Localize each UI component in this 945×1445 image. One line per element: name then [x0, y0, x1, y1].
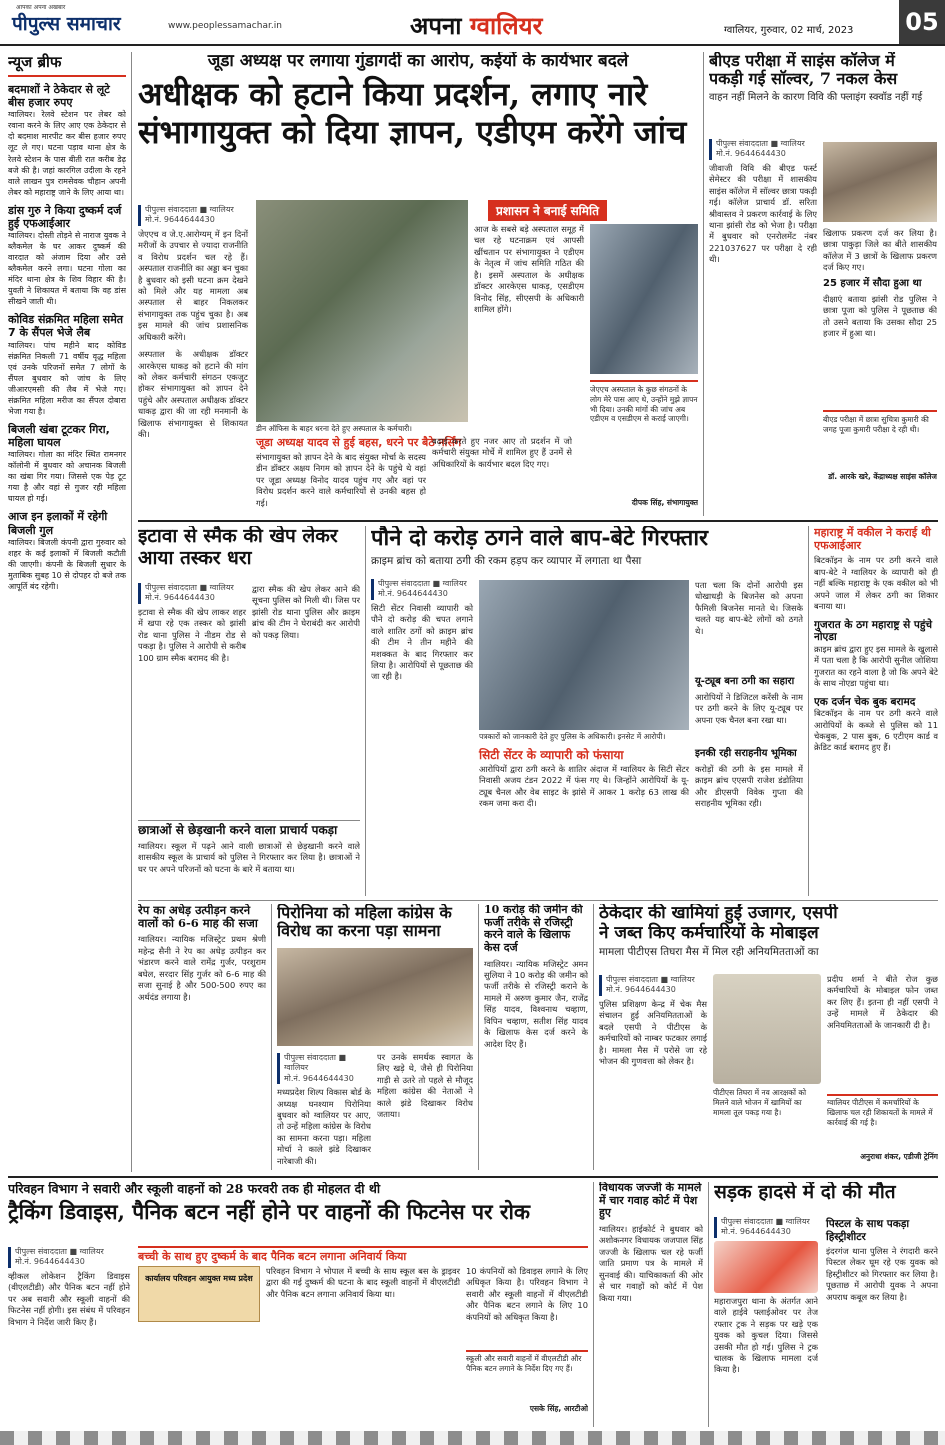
- accident-title: सड़क हादसे में दो की मौत: [714, 1182, 896, 1203]
- etawah-story: [138, 526, 360, 818]
- brief-title: आज इन इलाकों में रहेगी बिजली गुल: [8, 510, 108, 537]
- principal-text: ग्वालियर। स्कूल में पढ़ने आने वाली छात्राओं से छेड़खानी करने वाले शासकीय स्कूल के प्राचार्य को पुलिस ने गिरफ्तार कर लिया है। छात्राओं ने घर पर अपने परिजनों को घटना के बारे में बताया था।: [138, 840, 360, 874]
- fraud-col-3: पता चला कि दोनों आरोपी इस धोखाधड़ी के बिजनेस को अपना फैमिली बिजनेस मानते थे। जिसके चलते यह बाप-बेटे लोगों को ठगते थे।: [695, 580, 803, 636]
- section-title-city: ग्वालियर: [469, 11, 543, 40]
- maharashtra-sub-title: गुजरात के ठग महाराष्ट्र से पहुंचे नोएडा: [814, 618, 933, 644]
- transport-byline: पीपुल्स संवाददाता ■ ग्वालियर मो.नं. 9644644430: [8, 1247, 130, 1268]
- brief-title: डांस गुरु ने किया दुष्कर्म दर्ज हुई एफआईआर: [8, 203, 122, 230]
- brief-title: कोविड संक्रमित महिला समेत 7 के सैंपल भेजे लैब: [8, 313, 124, 340]
- mla-story: [599, 1182, 703, 1427]
- website-url[interactable]: www.peoplessamachar.in: [168, 21, 282, 31]
- briefs-list: [8, 83, 126, 592]
- maharashtra-box: [814, 526, 938, 896]
- lead-headline-1: अधीक्षक को हटाने किया प्रदर्शन, लगाए नारे: [138, 74, 648, 113]
- fraud-sub3-title: इनकी रही सराहनीय भूमिका: [695, 748, 797, 759]
- accident-sub-title: पिस्टल के साथ पकड़ा हिस्ट्रीशीटर: [826, 1218, 910, 1243]
- accident-illustration: [714, 1241, 818, 1293]
- maharashtra-sub2-text: बिटकॉइन के नाम पर ठगी करने वाले आरोपियों के कब्जे से पुलिस को 11 चेकबुक, 2 पास बुक, 6 एटीएम कार्ड व क्रेडिट कार्ड बरामद हुए हैं।: [814, 708, 938, 753]
- etawah-col-1: इटावा से स्मैक की खेप लाकर शहर में खपा रहे एक तस्कर को झांसी रोड थाना पुलिस ने नीडम रोड से पकड़ा है। पुलिस ने आरोपी से करीब 100 ग्राम स्मैक बरामद की है।: [138, 606, 246, 663]
- contractor-col-2: प्रदीप शर्मा ने बीते रोज कुछ कर्मचारियों के मोबाइल फोन जब्त कर लिए हैं। इतना ही नहीं एसपी ने उन्हें मामले में ठेकेदार की अनियमितताओं के जानकारी दी है।: [827, 974, 938, 1030]
- fraud-sub2-title: यू-ट्यूब बना ठगी का सहारा: [695, 676, 795, 687]
- maharashtra-text: बिटकॉइन के नाम पर ठगी करने वाले बाप-बेटे ने ग्वालियर के व्यापारी को ही नहीं बल्कि महाराष्ट्र के एक वकील को भी अपने जाल में लेकर ठगी का शिकार बनाया था।: [814, 555, 938, 612]
- congress-story: [277, 904, 473, 1170]
- masthead: [0, 0, 945, 46]
- lead-quote-author: दीपक सिंह, संभागायुक्त: [631, 498, 698, 507]
- congress-text: मध्यप्रदेश शिल्प विकास बोर्ड के अध्यक्ष घनश्याम पिरोनिया बुधवार को ग्वालियर पर आए, तो उन्हें महिला कांग्रेस के विरोध का सामना करना पड़ा। महिला मोर्चा ने काले झंडे दिखाकर नारेबाजी की।: [277, 1087, 371, 1166]
- lead-photo-2: [590, 224, 698, 374]
- contractor-quote-author: अनुराधा शंकर, एडीजी ट्रेनिंग: [860, 1152, 938, 1161]
- contractor-quote: ग्वालियर पीटीएस में कमर्चारियों के खिलाफ चल रही शिकायतों के मामले में कार्रवाई की गई है।: [827, 1094, 938, 1127]
- congress-photo: [277, 948, 473, 1046]
- etawah-col-2: द्वारा स्मैक की खेप लेकर आने की सूचना पुलिस को मिली थी। जिस पर झांसी रोड थाना पुलिस और क्राइम ब्रांच की टीम ने घेराबंदी कर आरोपी को पकड़ लिया।: [252, 584, 360, 640]
- lead-photo-caption: डीन ऑफिस के बाहर धरना देते हुए अस्पताल के कर्मचारी।: [256, 424, 413, 433]
- principal-title: छात्राओं से छेड़खानी करने वाला प्राचार्य पकड़ा: [138, 823, 338, 837]
- fraud-photo: [479, 580, 689, 730]
- maharashtra-sub2-title: एक दर्जन चेक बुक बरामद: [814, 695, 916, 708]
- fraud-sub3-text: करोड़ों की ठगी के इस मामले में क्राइम ब्रांच एएसपी राजेश डंडोतिया और डीएसपी विवेक गुप्ता की सराहनीय भूमिका रही।: [695, 764, 803, 809]
- brief-text: ग्वालियर। पांच महीने बाद कोविड संक्रमित निकली 71 वर्षीय वृद्ध महिला एवं उनके परिजनों समेत 7 लोगों के सैंपल बुधवार को जांच के लिए जीआरएमसी की लैब में भेजे गए। संक्रमित महिला मरीज का सैंपल दोबारा भेजा गया है।: [8, 340, 126, 416]
- transport-sub-title: बच्ची के साथ हुए दुष्कर्म के बाद पैनिक बटन लगाना अनिवार्य किया: [138, 1246, 588, 1263]
- accident-sub-text: इंदरगंज थाना पुलिस ने रंगदारी करने पिस्टल लेकर घूम रहे एक युवक को हिस्ट्रीशीटर को गिरफ्तार कर लिया है। पूछताछ में आरोपी युवक ने अपना अपराध कबूल कर लिया है।: [826, 1246, 938, 1302]
- brief-title: बदमाशों ने ठेकेदार से लूटे बीस हजार रुपए: [8, 83, 110, 110]
- contractor-photo: [713, 974, 821, 1084]
- contractor-col-1: पुलिस प्रशिक्षण केन्द्र में चेक मैस संचालन हुई अनियमितताओं के बदले एसपी ने पीटीएस के कर्मचारियों को नाम्बर फटकार लगाई है। मामला मैस में परोसे जा रहे भोजन की गुणवत्ता को लेकर है।: [599, 998, 707, 1066]
- bed-sub-title: 25 हजार में सौदा हुआ था: [823, 278, 922, 289]
- bed-caption: खिलाफ प्रकरण दर्ज कर लिया है। छात्रा पाकुड़ा जिले का बीते शासकीय कॉलेज में 3 छात्रों के खिलाफ प्रकरण दर्ज किए गए।: [823, 228, 937, 273]
- fraud-photo-caption: पत्रकारों को जानकारी देते हुए पुलिस के अधिकारी। इनसेट में आरोपी।: [479, 732, 666, 741]
- lead-sub-text: संभागायुक्त को ज्ञापन देने के बाद संयुक्त मोर्चा के सदस्य डीन डॉक्टर अक्षय निगम को ज्ञापन देने के पहुंचे थे वहां पर जूडा अध्यक्ष विनोद यादव पहुंच गए और वहां पर विरोध प्रदर्शन करने वाले कर्मचारियों से उनकी बहस हो गई।: [256, 452, 426, 508]
- bed-text: जीवाजी विवि की बीएड फर्स्ट सेमेस्टर की परीक्षा में शासकीय साइंस कॉलेज में सॉल्वर छात्रा पकड़ी गई। कॉलेज प्राचार्य डॉ. सरिता श्रीवास्तव ने प्रकरण कार्रवाई के लिए थाना झांसी रोड को भेजा है। परीक्षा में बुधवार को एनरोलमेंट नंबर 221037627 पर परीक्षा दे रही थी।: [709, 162, 817, 265]
- mla-text: ग्वालियर। हाईकोर्ट ने बुधवार को अशोकनगर विधायक जजपाल सिंह जज्जी के खिलाफ चल रहे फर्जी जाति प्रमाण पत्र के मामले में सुनवाई की। याचिकाकर्ता की ओर से चार गवाहों को कोर्ट में पेश किया गया।: [599, 1223, 703, 1303]
- fraud-deck: क्राइम ब्रांच को बताया ठगी की रकम हड़प कर व्यापार में लगाता था पैसा: [371, 555, 642, 568]
- contractor-title-2: ने जब्त किए कर्मचारियों के मोबाइल: [599, 922, 819, 943]
- transport-office-sign-text: कार्यालय परिवहन आयुक्त मध्य प्रदेश: [145, 1274, 253, 1283]
- land-story: [484, 904, 588, 1170]
- brief-text: ग्वालियर। रेलवे स्टेशन पर लेबर को रवाना करने के लिए आए एक ठेकेदार से दो बदमाश मारपीट कर बीस हजार रुपए लूट ले गए। घटना पड़ाव थाना क्षेत्र के रेलवे स्टेशन के पास बीती रात करीब डेढ़ बजे की है। जहां कारगिल उदीला के रहने वाले लाखन पुत्र रामसेवक चौहान अपनी लेबर को महाराष्ट्र जाने के लिए आया था।: [8, 110, 126, 197]
- dateline: ग्वालियर, गुरुवार, 02 मार्च, 2023: [724, 25, 854, 36]
- etawah-byline: पीपुल्स संवाददाता ■ ग्वालियर मो.नं. 9644644430: [138, 583, 246, 604]
- contractor-byline: पीपुल्स संवाददाता ■ ग्वालियर मो.नं. 9644644430: [599, 975, 707, 996]
- logo-tagline: आपका अपना अखबार: [16, 4, 66, 11]
- brief-text: ग्वालियर। बिजली कंपनी द्वारा गुरुवार को शहर के कई इलाकों में बिजली कटौती की जाएगी। कंपनी के बिजली सुधार के मुताबिक सुबह 10 से दोपहर दो बजे तक आपूर्ति बंद रहेगी।: [8, 537, 126, 591]
- bed-story: [709, 52, 937, 516]
- news-briefs-column: [8, 52, 126, 1172]
- court-text: ग्वालियर। न्यायिक मजिस्ट्रेट प्रथम श्रेणी महेन्द्र सैनी ने रेप का अधेड़ उत्पीड़न कर भंडारण करने वाले रामेंद्र गुर्जर, परशुराम बघेल, सरदार सिंह गुर्जर को 6-6 माह की सजा सुनाई है और 500-500 रुपए का अर्थदंड लगाया है।: [138, 934, 266, 1002]
- lead-byline: पीपुल्स संवाददाता ■ ग्वालियर मो.नं. 9644644430: [138, 205, 248, 226]
- fraud-col-1: सिटी सेंटर निवासी व्यापारी को पौने दो करोड़ की चपत लगाने वाले शातिर ठगों को क्राइम ब्रांच की टीम ने तीन महीने की मशक्कत के बाद गिरफ्तार कर लिया है। आरोपियों से पूछताछ की जा रही है।: [371, 602, 473, 682]
- accident-byline: पीपुल्स संवाददाता ■ ग्वालियर मो.नं. 9644644430: [714, 1217, 818, 1238]
- bed-quote: बीएड परीक्षा में छात्रा सुचित्रा कुमारी की जगह पूजा कुमारी परीक्षा दे रही थी।: [823, 410, 937, 435]
- lead-col-1: जेएएच व जे.ए.आरोग्यम् में इन दिनों मरीजों के उपचार से ज्यादा राजनीति व विरोध प्रदर्शन चल रहे हैं। अस्पताल राजनीति का अड्डा बन चुका है बुधवार को इसी घटना क्रम देखने को मिले और यह मामला अब अस्पताल से बाहर निकलकर संभागायुक्त तक पहुंच चुका है। अब इस मामले की जांच प्रशासनिक अधिकारी करेंगे।: [138, 228, 248, 342]
- lead-story: [138, 52, 698, 516]
- section-title-prefix: अपना: [410, 11, 462, 40]
- transport-quote-author: एसके सिंह, आरटीओ: [529, 1404, 588, 1413]
- bed-byline: पीपुल्स संवाददाता ■ ग्वालियर मो.नं. 9644644430: [709, 139, 817, 160]
- land-text: ग्वालियर। न्यायिक मजिस्ट्रेट अमन सुलिया ने 10 करोड़ की जमीन को फर्जी तरीके से रजिस्ट्री कराने के मामले में अरुण कुमार जैन, राजेंद्र सिंह यादव, विश्वनाथ चव्हाण, विपिन चव्हाण, सतीश सिंह यादव के खिलाफ केस दर्ज करने के आदेश दिए हैं।: [484, 958, 588, 1049]
- print-color-bar: [0, 1431, 945, 1445]
- bed-quote-author: डॉ. आरके खरे, केंद्राध्यक्ष साइंस कॉलेज: [828, 472, 937, 481]
- fraud-sub-text: आरोपियों द्वारा ठगी करने के शातिर अंदाज में ग्वालियर के सिटी सेंटर निवासी अजय टंडन 2022 में फंस गए थे। जिन्होंने आरोपियों के यू-ट्यूब चैनल और वेब साइट के झांसे में आकर 1 करोड़ 63 लाख की रकम जमा करा दी।: [479, 764, 689, 809]
- mla-title: विधायक जज्जी के मामले में चार गवाह कोर्ट में पेश हुए: [599, 1182, 702, 1220]
- etawah-title: इटावा से स्मैक की खेप लेकर आया तस्कर धरा: [138, 526, 338, 569]
- transport-office-sign: [138, 1266, 260, 1322]
- briefs-label: न्यूज ब्रीफ: [8, 52, 126, 77]
- transport-sub-text: परिवहन विभाग ने भोपाल में बच्ची के साथ स्कूल बस के ड्राइवर द्वारा की गई दुष्कर्म की घटना के बाद स्कूली वाहनों में वीएलटीडी और पैनिक बटन लगाना अनिवार्य किया था।: [266, 1266, 460, 1299]
- contractor-photo-caption: पीटीएस तिघरा में नव आरक्षकों को मिलने वाले भोजन में खामियों का मामला तूल पकड़ गया है।: [713, 1088, 807, 1117]
- bed-title-2: पकड़ी गई सॉल्वर, 7 नकल केस: [709, 69, 898, 89]
- lead-tag: प्रशासन ने बनाई समिति: [488, 200, 607, 221]
- maharashtra-title: महाराष्ट्र में वकील ने कराई थी एफआईआर: [814, 526, 931, 553]
- congress-byline: पीपुल्स संवाददाता ■ ग्वालियर मो.नं. 9644644430: [277, 1053, 371, 1084]
- brief-text: ग्वालियर। गोला का मंदिर स्थित रामनगर कॉलोनी में बुधवार को अचानक बिजली का खंबा गिर गया। जिससे एक पेड़ टूट गया है और वहां से गुजर रही महिला घायल हो गई।: [8, 450, 126, 504]
- lead-headline-2: संभागायुक्त को दिया ज्ञापन, एडीएम करेंगे जांच: [138, 113, 687, 152]
- transport-story: [8, 1182, 588, 1427]
- court-title: रेप का अधेड़ उत्पीड़न करने वालों को 6-6 माह की सजा: [138, 904, 258, 931]
- lead-col-3: आज के सबसे बड़े अस्पताल समूह में चल रहे घटनाक्रम एवं आपसी खींचतान पर संभागायुक्त ने एडीएम के नेतृत्व में जांच समिति गठित की है। इसमें अस्पताल के अधीक्षक डॉक्टर आरकेएस धाकड़, एसडीएम विनोद सिंह, सीएसपी के अधिकारी शामिल होंगे।: [474, 224, 584, 315]
- page-number: 05: [899, 0, 945, 44]
- lead-sub-title: जूडा अध्यक्ष यादव से हुई बहस, धरने पर बैठे नर्सिंग: [256, 436, 462, 449]
- contractor-story: [599, 904, 938, 1170]
- transport-col-1: व्हीकल लोकेशन ट्रैकिंग डिवाइस (वीएलटीडी) और पैनिक बटन नहीं होने पर अब सवारी और स्कूली वाहनों की फिटनेस नहीं होगी। इस संबंध में परिवहन विभाग ने निर्देश जारी किए हैं।: [8, 1270, 130, 1327]
- contractor-deck: मामला पीटीएस तिघरा मैस में मिल रही अनियमितताओं का: [599, 946, 819, 959]
- court-story: [138, 904, 266, 1170]
- bed-photo: [823, 142, 937, 222]
- transport-kicker: परिवहन विभाग ने सवारी और स्कूली वाहनों को 28 फरवरी तक ही मोहलत दी थी: [8, 1182, 381, 1196]
- maharashtra-sub-text: क्राइम ब्रांच द्वारा हुए इस मामले के खुलासे में पता चला है कि आरोपी सुनील जोशिया गुजरात का रहने वाला है जो कि अपने बेटे के साथ नोएडा पहुंचा था।: [814, 643, 938, 689]
- congress-col-2: पर उनके समर्थक स्वागत के लिए खड़े थे, जैसे ही पिरोनिया गाड़ी से उतरे तो पहले से मौजूद महिला कांग्रेस की नेताओं ने काले झंडे दिखाकर विरोध जताया।: [377, 1052, 473, 1120]
- transport-headline: ट्रैकिंग डिवाइस, पैनिक बटन नहीं होने पर वाहनों की फिटनेस पर रोक: [8, 1199, 531, 1225]
- principal-story: [138, 820, 360, 900]
- brief-title: बिजली खंबा टूटकर गिरा, महिला घायल: [8, 422, 110, 449]
- bed-sub-text: दीक्षाएं बताया झांसी रोड पुलिस ने छात्रा पूजा को पुलिस ने पूछताछ की तो उसने बताया कि उसका सौदा 25 हजार में हुआ था।: [823, 294, 937, 339]
- brief-text: ग्वालियर। दोस्ती तोड़ने से नाराज युवक ने ब्लैकमेल के घर आकर दुष्कर्म की वारदात को अंजाम दिया और उसे ब्लैकमेल करने लगा। घटना गोला का मंदिर थाना क्षेत्र के शिव विहार की है। युवती ने शिकायत में बताया कि वह डांस सीखने जाती थी।: [8, 231, 126, 307]
- congress-title-1: पिरोनिया को महिला कांग्रेस के: [277, 904, 452, 922]
- lead-sub-col-2: बढ़ाई करते हुए नजर आए तो प्रदर्शन में जो कर्मचारी संयुक्त मोर्चे में शामिल हुए हैं उनमें से अधिकारियों के कार्यभार बदल दिए गए।: [432, 436, 572, 469]
- section-title: [410, 9, 542, 42]
- bed-deck: वाहन नहीं मिलने के कारण विवि की फ्लाइंग स्क्वॉड नहीं गई: [709, 91, 923, 103]
- fraud-story: [371, 526, 803, 896]
- fraud-title: पौने दो करोड़ ठगने वाले बाप-बेटे गिरफ्तार: [371, 526, 709, 551]
- transport-quote: स्कूली और सवारी वाहनों में वीएलटीडी और पैनिक बटन लगाने के निर्देश दिए गए हैं।: [466, 1350, 588, 1374]
- contractor-title-1: ठेकेदार की खामियां हुईं उजागर, एसपी: [599, 904, 838, 923]
- accident-story: [714, 1182, 938, 1427]
- bed-title-1: बीएड परीक्षा में साइंस कॉलेज में: [709, 52, 895, 70]
- lead-quote: जेएएच अस्पताल के कुछ संगठनों के लोग मेरे पास आए थे, उन्होंने मुझे ज्ञापन भी दिया। उनकी मांगों की जांच अब एडीएम व एसडीएम से कराई जाएगी।: [590, 380, 698, 424]
- fraud-byline: पीपुल्स संवाददाता ■ ग्वालियर मो.नं. 9644644430: [371, 579, 473, 600]
- newspaper-logo: पीपुल्स समाचार: [12, 13, 121, 35]
- lead-col-2: अस्पताल के अधीक्षक डॉक्टर आरकेएस धाकड़ को हटाने की मांग को लेकर कर्मचारी संगठन एकजुट होकर संभागायुक्त को ज्ञापन देने पहुंचे और अस्पताल अधीक्षक डॉक्टर धाकड़ द्वारा की जा रही मनमानी के खिलाफ संभागायुक्त से शिकायत की।: [138, 349, 248, 440]
- fraud-sub2-text: आरोपियों ने डिजिटल करेंसी के नाम पर ठगी करने के लिए यू-ट्यूब पर अपना एक चैनल बना रखा था।: [695, 692, 803, 725]
- accident-text: महाराजपुरा थाना के अंतर्गत आने वाले हाईवे फ्लाईओवर पर तेज रफ्तार ट्रक ने सड़क पर खड़े एक युवक को कुचल दिया। जिससे उसकी मौत हो गई। पुलिस ने ट्रक चालक के खिलाफ मामला दर्ज किया है।: [714, 1295, 818, 1375]
- lead-kicker: जूडा अध्यक्ष पर लगाया गुंडागर्दी का आरोप, कईयों के कार्यभार बदले: [207, 52, 629, 71]
- fraud-sub-title: सिटी सेंटर के व्यापारी को फंसाया: [479, 748, 624, 762]
- land-title: 10 करोड़ की जमीन की फर्जी तरीके से रजिस्ट्री करने वाले के खिलाफ केस दर्ज: [484, 904, 583, 954]
- congress-title-2: विरोध का करना पड़ा सामना: [277, 921, 441, 941]
- transport-col-3: 10 कंपनियों को डिवाइस लगाने के लिए अधिकृत किया है। परिवहन विभाग ने सवारी और स्कूली वाहनों में वीएलटीडी और पैनिक बटन लगाने के लिए 10 कंपनियों को अधिकृत किया है।: [466, 1266, 588, 1322]
- lead-photo: [256, 200, 468, 422]
